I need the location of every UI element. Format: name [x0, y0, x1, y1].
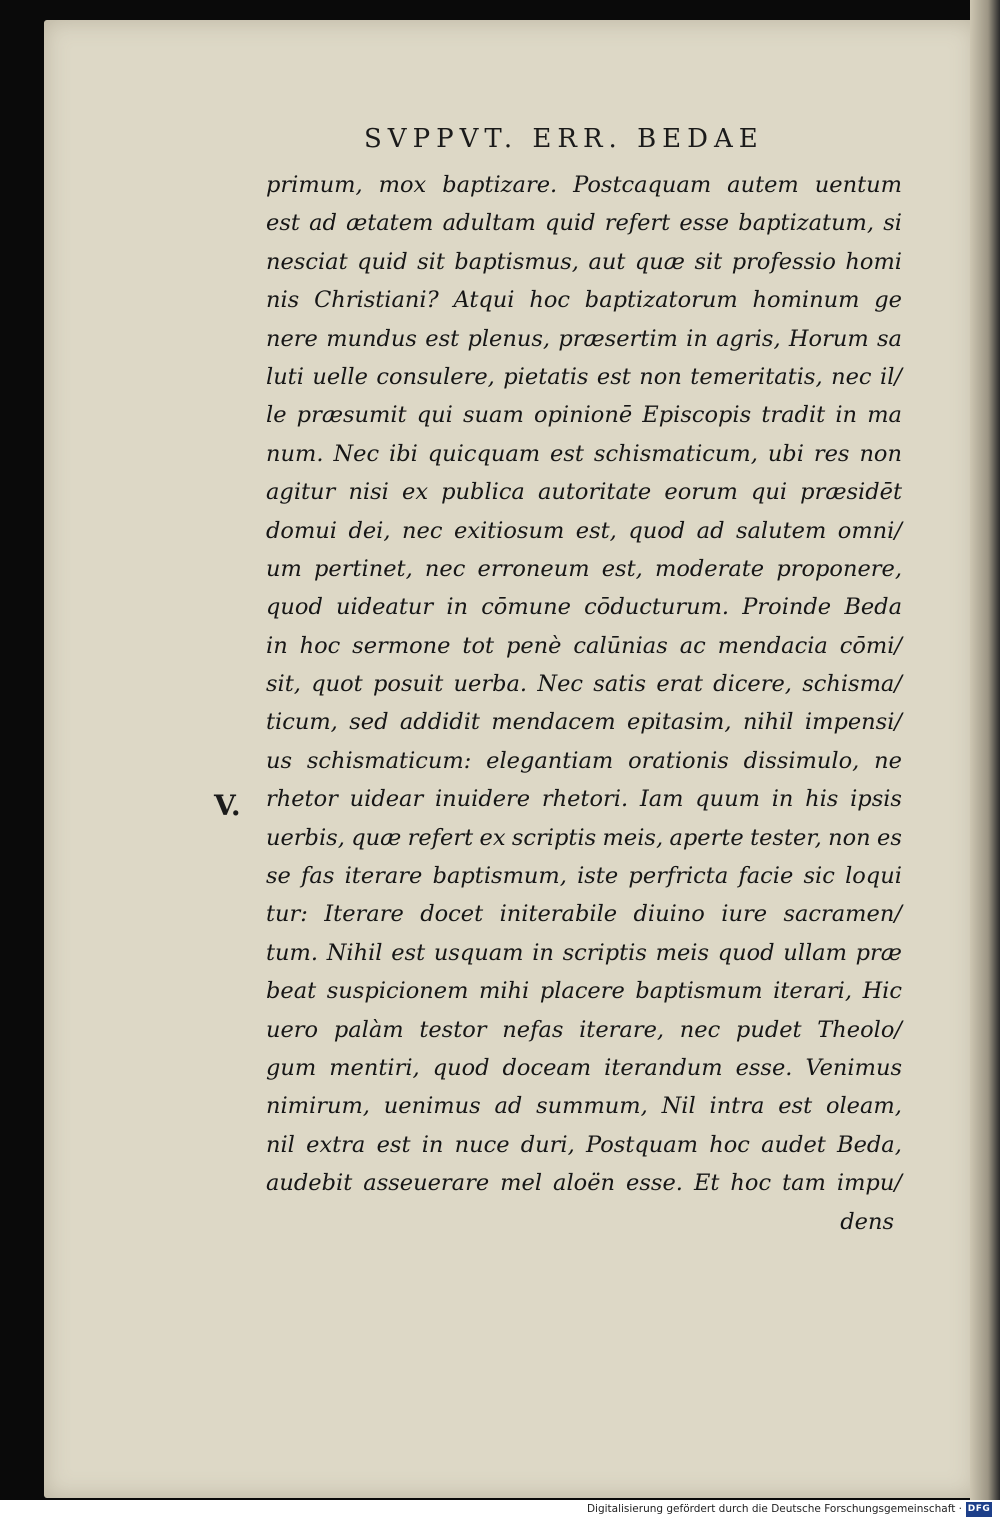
- text-line: beat suspicionem mihi placere baptismum iterari, Hic: [266, 978, 902, 1005]
- footer-bar: [0, 1500, 1000, 1520]
- text-line: agitur nisi ex publica autoritate eorum qui præsidēt: [266, 479, 902, 506]
- text-line: num. Nec ibi quicquam est schismaticum, ubi res non: [266, 440, 902, 467]
- text-line: primum, mox baptizare. Postcaquam autem uentum: [266, 172, 902, 198]
- marginal-note: V.: [214, 789, 241, 822]
- text-line: sit, quot posuit uerba. Nec satis erat dicere, schisma/: [266, 671, 902, 698]
- text-line: nil extra est in nuce duri, Postquam hoc audet Beda,: [266, 1131, 902, 1158]
- text-line: gum mentiri, quod doceam iterandum esse. Venimus: [266, 1054, 902, 1081]
- text-line: dens: [840, 1208, 894, 1235]
- page-edge: [970, 0, 1000, 1500]
- dfg-logo[interactable]: DFG: [966, 1502, 992, 1517]
- text-block: [266, 166, 902, 1241]
- text-line: nesciat quid sit baptismus, aut quæ sit professio homi: [266, 248, 902, 275]
- text-line: um pertinet, nec erroneum est, moderate proponere,: [266, 555, 902, 582]
- text-line: le præsumit qui suam opinionē Episcopis tradit in ma: [266, 402, 902, 429]
- text-line: us schismaticum: elegantiam orationis dissimulo, ne: [266, 747, 902, 774]
- running-head: SVPPVT. ERR. BEDAE: [364, 124, 764, 154]
- text-line: nere mundus est plenus, præsertim in agris, Horum sa: [266, 325, 902, 352]
- text-line: luti uelle consulere, pietatis est non temeritatis, nec il/: [266, 363, 902, 390]
- text-line: uero palàm testor nefas iterare, nec pudet Theolo/: [266, 1016, 902, 1043]
- text-line: est ad ætatem adultam quid refert esse baptizatum, si: [266, 210, 902, 237]
- text-line: audebit asseuerare mel aloën esse. Et hoc tam impu/: [266, 1170, 902, 1197]
- text-line: nis Christiani? Atqui hoc baptizatorum hominum ge: [266, 287, 902, 314]
- text-line: in hoc sermone tot penè calūnias ac mendacia cōmi/: [266, 632, 902, 659]
- text-line: tum. Nihil est usquam in scriptis meis quod ullam præ: [266, 939, 902, 966]
- text-line: nimirum, uenimus ad summum, Nil intra est oleam,: [266, 1093, 902, 1120]
- text-line: rhetor uidear inuidere rhetori. Iam quum in his ipsis: [266, 786, 902, 813]
- text-line: uerbis, quæ refert ex scriptis meis, aperte tester, non es: [266, 824, 902, 851]
- footer-credit: Digitalisierung gefördert durch die Deutsche Forschungsgemeinschaft ·: [586, 1503, 962, 1515]
- text-line: tur: Iterare docet initerabile diuino iure sacramen/: [266, 901, 902, 928]
- text-line: domui dei, nec exitiosum est, quod ad salutem omni/: [266, 517, 902, 544]
- text-line: se fas iterare baptismum, iste perfricta facie sic loqui: [266, 863, 902, 890]
- text-line: quod uideatur in cōmune cōducturum. Proinde Beda: [266, 594, 902, 621]
- text-line: ticum, sed addidit mendacem epitasim, nihil impensi/: [266, 709, 902, 736]
